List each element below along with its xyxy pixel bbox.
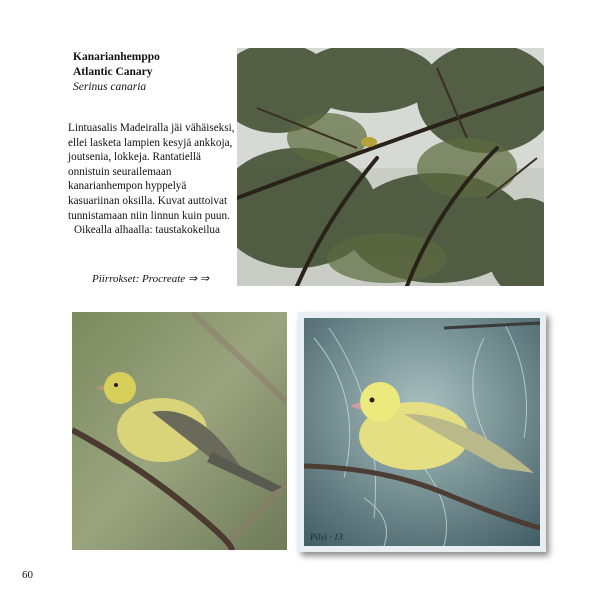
body-paragraph: Lintuasalis Madeiralla jäi vähäiseksi, ellei lasketa lampien kesyjä ankkoja, joutsenia, lokkeja. Rantatiellä onnistuin seurailemaan kanarianhempon hyppelyä kasuariinan oksilla. Kuvat auttoivat tunnistamaan niin linnun kuin puun. xyxy=(68,122,235,222)
painting-signature: Pilvi · 13 xyxy=(310,532,343,542)
drawing-credit: Piirrokset: Procreate ⇒ ⇒ xyxy=(92,273,210,285)
page-number: 60 xyxy=(22,569,33,581)
tree-photo xyxy=(237,48,544,286)
english-name: Atlantic Canary xyxy=(73,66,153,78)
canary-photo xyxy=(72,312,287,550)
painting-frame xyxy=(298,312,546,552)
canary-painting xyxy=(304,318,540,546)
title-block xyxy=(73,50,233,95)
finnish-name: Kanarianhemppo xyxy=(73,51,160,63)
body-note: Oikealla alhaalla: taustakokeilua xyxy=(74,224,220,237)
body-text xyxy=(68,121,238,238)
scientific-name: Serinus canaria xyxy=(73,81,147,93)
